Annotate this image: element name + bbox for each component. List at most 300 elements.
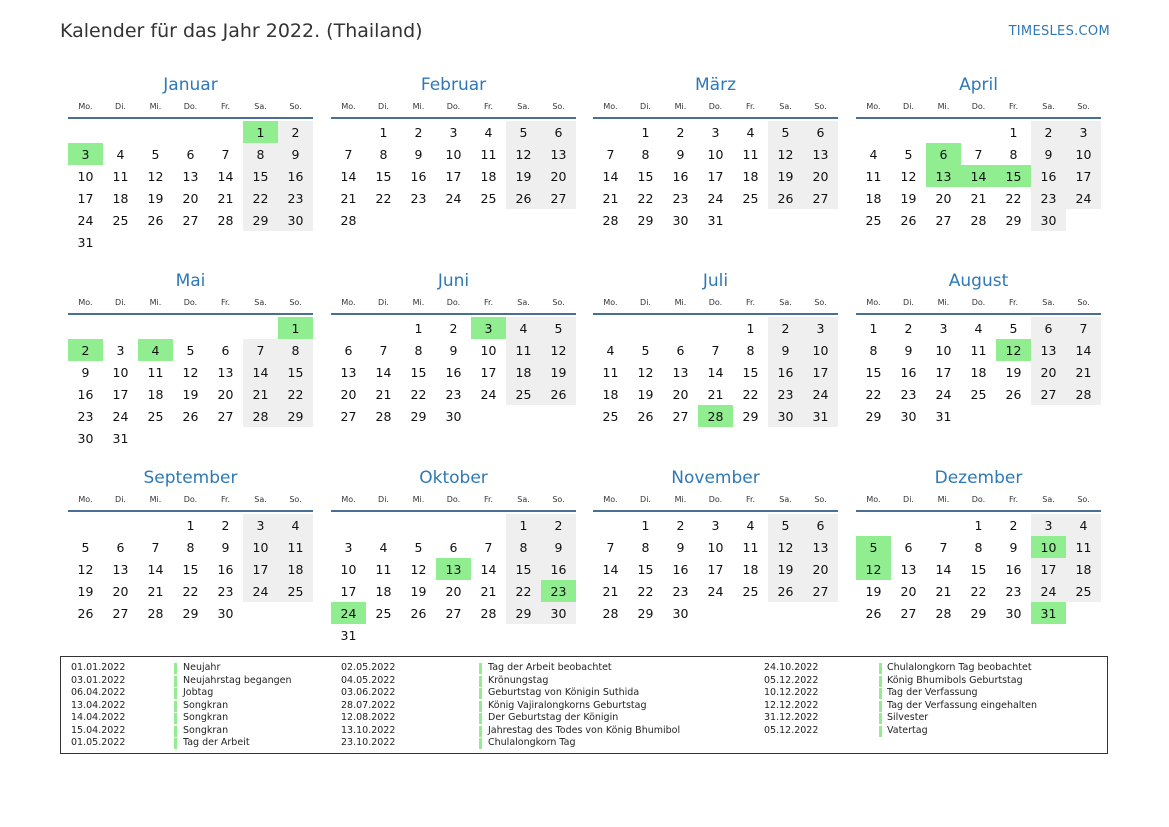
day-cell: 8 [278, 339, 313, 361]
day-cell: 14 [1066, 339, 1101, 361]
holiday-marker [174, 701, 177, 712]
weekday-label: Mo. [603, 298, 618, 307]
holiday-date: 04.05.2022 [341, 674, 396, 686]
day-cell: 1 [869, 320, 878, 336]
month-4 [856, 72, 1101, 231]
day-cell: 16 [768, 361, 803, 383]
day-cell: 11 [865, 168, 882, 184]
weekday-header [593, 100, 838, 114]
day-cell: 20 [803, 165, 838, 187]
day-cell: 2 [221, 517, 230, 533]
empty-cell [208, 317, 243, 339]
holiday-name: Krönungstag [488, 674, 549, 686]
day-cell: 7 [939, 539, 948, 555]
day-cell: 6 [116, 539, 125, 555]
day-cell: 5 [81, 539, 90, 555]
weekday-label: Di. [903, 298, 914, 307]
weekday-label: Mo. [78, 102, 93, 111]
day-cell: 27 [217, 408, 234, 424]
weekday-label: So. [552, 102, 565, 111]
day-cell: 9 [676, 146, 685, 162]
weekday-label: Fr. [220, 102, 231, 111]
month-name: November [671, 468, 760, 488]
weekday-label: Fr. [220, 298, 231, 307]
holiday-date: 05.12.2022 [764, 724, 819, 736]
weekday-label: Di. [640, 298, 651, 307]
day-cell: 9 [81, 364, 90, 380]
holiday-name: Tag der Verfassung [887, 687, 978, 698]
weekday-label: Mo. [341, 298, 356, 307]
day-cell: 18 [147, 386, 164, 402]
day-cell: 29 [182, 605, 199, 621]
empty-cell [243, 317, 278, 339]
day-cell: 10 [1066, 143, 1101, 165]
month-2 [331, 72, 576, 231]
day-cell: 12 [506, 143, 541, 165]
day-cell: 30 [672, 605, 689, 621]
weekday-label: Sa. [1042, 495, 1055, 504]
day-cell: 4 [379, 539, 388, 555]
day-cell: 19 [541, 361, 576, 383]
empty-cell [68, 317, 103, 339]
weekday-label: Do. [183, 495, 198, 504]
day-cell: 16 [1005, 561, 1022, 577]
weekday-label: Do. [971, 298, 986, 307]
day-cell: 19 [637, 386, 654, 402]
day-cell: 23 [768, 383, 803, 405]
empty-cell [926, 121, 961, 143]
holiday-name: Chulalongkorn Tag [488, 737, 576, 748]
month-8 [856, 268, 1101, 427]
brand-link[interactable]: TIMESLES.COM [1008, 24, 1110, 39]
day-cell: 10 [707, 146, 724, 162]
day-cell: 26 [768, 580, 803, 602]
weekday-label: Do. [971, 495, 986, 504]
holiday-marker [174, 663, 177, 674]
holiday-name: Tag der Verfassung eingehalten [887, 699, 1038, 711]
weekday-label: Mi. [412, 495, 425, 504]
weekday-header [331, 493, 576, 507]
weekday-header [68, 100, 313, 114]
month-11 [593, 465, 838, 624]
day-cell: 11 [602, 364, 619, 380]
day-cell: 24 [480, 386, 497, 402]
day-cell: 3 [711, 124, 720, 140]
day-cell: 31 [803, 405, 838, 427]
day-cell: 25 [480, 190, 497, 206]
weekday-label: Mi. [149, 298, 162, 307]
day-cell: 27 [112, 605, 129, 621]
weekday-label: Sa. [779, 495, 792, 504]
holiday-name: Neujahr [183, 662, 221, 673]
holiday-marker [479, 676, 482, 687]
day-cell: 8 [1009, 146, 1018, 162]
weekday-header [856, 100, 1101, 114]
holiday-date: 02.05.2022 [341, 662, 396, 673]
day-cell: 17 [935, 364, 952, 380]
month-name: Oktober [419, 468, 488, 488]
day-cell: 4 [484, 124, 493, 140]
day-cell: 29 [865, 408, 882, 424]
holiday-entry [764, 712, 1094, 725]
day-cell: 22 [375, 190, 392, 206]
day-cell: 12 [182, 364, 199, 380]
day-cell: 13 [340, 364, 357, 380]
day-cell: 27 [672, 408, 689, 424]
day-cell: 22 [970, 583, 987, 599]
day-cell: 25 [602, 408, 619, 424]
day-cell: 14 [935, 561, 952, 577]
day-cell: 17 [1031, 558, 1066, 580]
holiday-day-cell: 28 [698, 405, 733, 427]
day-cell: 3 [449, 124, 458, 140]
day-cell: 18 [865, 190, 882, 206]
day-cell: 15 [375, 168, 392, 184]
day-cell: 29 [410, 408, 427, 424]
day-cell: 15 [637, 168, 654, 184]
day-cell: 16 [900, 364, 917, 380]
day-grid [331, 121, 576, 231]
day-cell: 26 [637, 408, 654, 424]
day-cell: 14 [602, 168, 619, 184]
month-divider [593, 117, 838, 119]
month-divider [856, 510, 1101, 512]
day-cell: 9 [414, 146, 423, 162]
empty-cell [103, 514, 138, 536]
holiday-marker [174, 738, 177, 749]
day-cell: 2 [541, 514, 576, 536]
day-cell: 28 [602, 605, 619, 621]
weekday-label: Sa. [517, 102, 530, 111]
day-cell: 12 [768, 143, 803, 165]
day-cell: 30 [900, 408, 917, 424]
holiday-name: Songkran [183, 724, 229, 736]
weekday-label: Do. [708, 102, 723, 111]
day-cell: 22 [182, 583, 199, 599]
day-cell: 25 [865, 212, 882, 228]
day-cell: 8 [414, 342, 423, 358]
day-cell: 5 [768, 514, 803, 536]
day-cell: 28 [935, 605, 952, 621]
holiday-marker [879, 688, 882, 699]
weekday-label: Do. [446, 495, 461, 504]
day-cell: 23 [217, 583, 234, 599]
day-cell: 17 [1066, 165, 1101, 187]
weekday-label: Mo. [603, 102, 618, 111]
day-cell: 25 [112, 212, 129, 228]
day-cell: 22 [637, 190, 654, 206]
day-cell: 2 [676, 124, 685, 140]
holiday-name: König Vajiralongkorns Geburtstag [488, 699, 647, 711]
day-cell: 24 [707, 583, 724, 599]
day-cell: 18 [278, 558, 313, 580]
day-cell: 11 [506, 339, 541, 361]
day-cell: 2 [676, 517, 685, 533]
weekday-label: Sa. [254, 102, 267, 111]
day-cell: 2 [768, 317, 803, 339]
day-cell: 21 [340, 190, 357, 206]
day-cell: 17 [77, 190, 94, 206]
day-cell: 23 [900, 386, 917, 402]
holiday-marker [479, 726, 482, 737]
day-cell: 10 [707, 539, 724, 555]
day-cell: 22 [637, 583, 654, 599]
empty-cell [138, 121, 173, 143]
day-cell: 19 [768, 558, 803, 580]
day-cell: 12 [768, 536, 803, 558]
day-cell: 1 [414, 320, 423, 336]
weekday-label: So. [552, 298, 565, 307]
holiday-column [341, 662, 681, 750]
empty-cell [138, 317, 173, 339]
day-cell: 15 [865, 364, 882, 380]
month-3 [593, 72, 838, 231]
day-cell: 19 [1005, 364, 1022, 380]
day-cell: 26 [410, 605, 427, 621]
day-cell: 18 [480, 168, 497, 184]
empty-cell [331, 121, 366, 143]
day-cell: 10 [77, 168, 94, 184]
empty-cell [138, 514, 173, 536]
weekday-label: Fr. [1008, 102, 1019, 111]
holiday-date: 06.04.2022 [71, 687, 126, 698]
day-cell: 5 [186, 342, 195, 358]
month-name: August [948, 271, 1009, 291]
day-cell: 15 [742, 364, 759, 380]
month-12 [856, 465, 1101, 624]
holiday-date: 01.05.2022 [71, 737, 126, 748]
holiday-marker [479, 738, 482, 749]
month-divider [856, 313, 1101, 315]
day-cell: 6 [803, 514, 838, 536]
day-cell: 15 [970, 561, 987, 577]
empty-cell [103, 121, 138, 143]
weekday-label: So. [814, 298, 827, 307]
day-cell: 4 [974, 320, 983, 336]
day-cell: 4 [506, 317, 541, 339]
day-cell: 9 [1009, 539, 1018, 555]
month-name: September [143, 468, 238, 488]
empty-cell [366, 514, 401, 536]
day-cell: 30 [768, 405, 803, 427]
day-cell: 1 [641, 517, 650, 533]
day-cell: 21 [935, 583, 952, 599]
empty-cell [208, 121, 243, 143]
day-cell: 12 [541, 339, 576, 361]
weekday-label: Mi. [149, 495, 162, 504]
weekday-label: Mo. [866, 102, 881, 111]
day-cell: 30 [278, 209, 313, 231]
weekday-label: Mi. [937, 102, 950, 111]
day-cell: 14 [707, 364, 724, 380]
day-cell: 28 [602, 212, 619, 228]
day-cell: 31 [112, 430, 129, 446]
day-cell: 1 [186, 517, 195, 533]
day-cell: 20 [672, 386, 689, 402]
day-cell: 11 [742, 146, 759, 162]
month-1 [68, 72, 313, 253]
holiday-entry [764, 675, 1094, 688]
day-cell: 6 [1031, 317, 1066, 339]
day-cell: 16 [410, 168, 427, 184]
day-cell: 25 [742, 190, 759, 206]
day-cell: 21 [375, 386, 392, 402]
weekday-label: Di. [115, 495, 126, 504]
day-cell: 21 [602, 190, 619, 206]
day-cell: 25 [1066, 580, 1101, 602]
day-cell: 15 [506, 558, 541, 580]
day-cell: 20 [935, 190, 952, 206]
day-cell: 19 [147, 190, 164, 206]
month-name: März [695, 75, 736, 95]
day-cell: 5 [641, 342, 650, 358]
day-cell: 28 [243, 405, 278, 427]
day-grid [68, 121, 313, 253]
holiday-day-cell: 6 [926, 143, 961, 165]
day-cell: 18 [602, 386, 619, 402]
day-cell: 2 [904, 320, 913, 336]
empty-cell [891, 514, 926, 536]
holiday-entry [341, 700, 671, 713]
day-cell: 28 [375, 408, 392, 424]
weekday-label: Mo. [866, 298, 881, 307]
weekday-label: Mo. [866, 495, 881, 504]
day-cell: 25 [375, 605, 392, 621]
holiday-marker [174, 726, 177, 737]
day-cell: 21 [707, 386, 724, 402]
weekday-label: Sa. [1042, 102, 1055, 111]
holiday-name: Jahrestag des Todes von König Bhumibol [488, 724, 681, 736]
month-9 [68, 465, 313, 624]
weekday-label: Sa. [254, 298, 267, 307]
day-cell: 21 [1066, 361, 1101, 383]
day-cell: 5 [768, 121, 803, 143]
empty-cell [173, 121, 208, 143]
day-cell: 9 [1031, 143, 1066, 165]
holiday-day-cell: 12 [856, 558, 891, 580]
day-cell: 27 [182, 212, 199, 228]
day-cell: 1 [1009, 124, 1018, 140]
empty-cell [628, 317, 663, 339]
day-cell: 12 [147, 168, 164, 184]
weekday-label: Fr. [745, 102, 756, 111]
weekday-header [856, 296, 1101, 310]
empty-cell [663, 317, 698, 339]
day-cell: 29 [637, 212, 654, 228]
day-cell: 14 [217, 168, 234, 184]
day-cell: 1 [506, 514, 541, 536]
holiday-date: 03.06.2022 [341, 687, 396, 698]
day-cell: 4 [278, 514, 313, 536]
day-cell: 17 [707, 168, 724, 184]
day-cell: 22 [243, 187, 278, 209]
day-cell: 23 [672, 583, 689, 599]
holiday-day-cell: 1 [243, 121, 278, 143]
weekday-label: Do. [708, 298, 723, 307]
empty-cell [891, 121, 926, 143]
day-cell: 13 [803, 536, 838, 558]
day-cell: 31 [340, 627, 357, 643]
day-cell: 16 [1031, 165, 1066, 187]
empty-cell [331, 317, 366, 339]
day-cell: 18 [506, 361, 541, 383]
day-cell: 24 [803, 383, 838, 405]
day-cell: 23 [77, 408, 94, 424]
day-grid [68, 514, 313, 624]
holiday-day-cell: 13 [436, 558, 471, 580]
day-cell: 22 [865, 386, 882, 402]
month-divider [331, 117, 576, 119]
day-cell: 8 [974, 539, 983, 555]
holiday-marker [879, 726, 882, 737]
day-cell: 12 [900, 168, 917, 184]
day-cell: 29 [243, 209, 278, 231]
holiday-day-cell: 3 [68, 143, 103, 165]
day-cell: 14 [243, 361, 278, 383]
day-cell: 29 [278, 405, 313, 427]
day-cell: 3 [803, 317, 838, 339]
empty-cell [331, 514, 366, 536]
day-cell: 27 [803, 580, 838, 602]
month-divider [593, 313, 838, 315]
holiday-day-cell: 12 [996, 339, 1031, 361]
day-cell: 11 [112, 168, 129, 184]
day-cell: 6 [803, 121, 838, 143]
day-cell: 1 [641, 124, 650, 140]
holiday-date: 14.04.2022 [71, 712, 126, 723]
day-cell: 1 [974, 517, 983, 533]
weekday-label: Do. [183, 102, 198, 111]
holiday-name: Silvester [887, 712, 929, 723]
day-cell: 5 [904, 146, 913, 162]
holiday-date: 12.08.2022 [341, 712, 396, 723]
empty-cell [926, 514, 961, 536]
weekday-label: So. [1077, 495, 1090, 504]
day-cell: 29 [970, 605, 987, 621]
day-cell: 2 [414, 124, 423, 140]
day-cell: 28 [217, 212, 234, 228]
day-cell: 7 [974, 146, 983, 162]
holiday-date: 23.10.2022 [341, 737, 396, 748]
holiday-day-cell: 3 [471, 317, 506, 339]
day-cell: 30 [217, 605, 234, 621]
day-cell: 22 [742, 386, 759, 402]
day-cell: 26 [506, 187, 541, 209]
weekday-header [68, 296, 313, 310]
weekday-label: Di. [378, 102, 389, 111]
day-cell: 24 [243, 580, 278, 602]
holiday-name: Jobtag [183, 687, 214, 698]
weekday-label: Fr. [1008, 298, 1019, 307]
weekday-label: So. [552, 495, 565, 504]
day-cell: 9 [904, 342, 913, 358]
day-cell: 9 [541, 536, 576, 558]
day-grid [593, 317, 838, 427]
weekday-label: Mi. [674, 495, 687, 504]
holiday-name: Songkran [183, 712, 229, 723]
holiday-date: 28.07.2022 [341, 699, 396, 711]
day-cell: 13 [217, 364, 234, 380]
day-cell: 31 [935, 408, 952, 424]
holiday-name: Der Geburtstag der Königin [488, 712, 619, 723]
day-cell: 17 [707, 561, 724, 577]
day-cell: 5 [506, 121, 541, 143]
holiday-name: König Bhumibols Geburtstag [887, 674, 1023, 686]
holiday-entry [341, 662, 671, 675]
day-cell: 21 [243, 383, 278, 405]
day-cell: 5 [151, 146, 160, 162]
weekday-label: Mo. [78, 495, 93, 504]
